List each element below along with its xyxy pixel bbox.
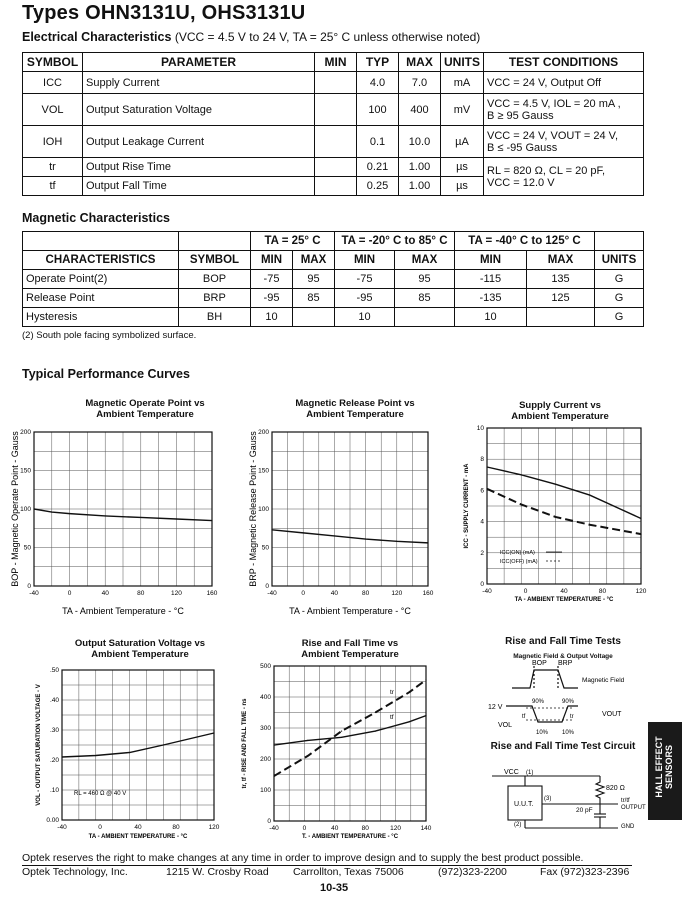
x-axis-label: TA - Ambient Temperature - °C xyxy=(289,606,411,616)
col-min: MIN xyxy=(335,251,395,270)
legend-label: ICC(ON) (mA) xyxy=(500,550,535,556)
value-cell: -95 xyxy=(335,289,395,308)
x-tick-label: 0 xyxy=(523,588,528,595)
col-units: UNITS xyxy=(595,251,644,270)
data-point xyxy=(640,533,641,534)
symbol-cell: tr xyxy=(23,158,83,177)
tr-label: tr xyxy=(570,714,574,720)
x-tick-label: 40 xyxy=(101,590,109,597)
value-cell: -75 xyxy=(335,270,395,289)
chart-title-line: Ambient Temperature xyxy=(306,409,404,420)
chart-supply xyxy=(464,425,647,603)
pin3-label: (3) xyxy=(544,796,552,802)
footer-company: Optek Technology, Inc. xyxy=(22,866,128,878)
chart-title-line: Ambient Temperature xyxy=(96,409,194,420)
trtf-label: tr/tf xyxy=(621,798,630,804)
tf-label: tf xyxy=(522,714,526,720)
col-min: MIN xyxy=(251,251,293,270)
symbol-cell: IOH xyxy=(23,126,83,158)
vcc-label: VCC xyxy=(504,769,519,776)
data-point xyxy=(163,744,164,745)
value-cell: -75 xyxy=(251,270,293,289)
chart-title-line: Supply Current vs xyxy=(519,400,601,411)
c-label: 20 pF xyxy=(576,807,593,814)
data-point xyxy=(521,474,522,475)
data-point xyxy=(425,679,426,680)
col-symbol: SYMBOL xyxy=(179,251,251,270)
y-tick-label: 150 xyxy=(20,467,31,475)
data-point xyxy=(129,752,130,753)
vol-label: VOL xyxy=(498,722,513,729)
data-point xyxy=(273,744,274,745)
units-cell: µs xyxy=(441,158,484,177)
footer-street: 1215 W. Crosby Road xyxy=(166,866,269,878)
cond-line: B ≤ -95 Gauss xyxy=(487,141,558,154)
v12-label: 12 V xyxy=(488,704,503,711)
symbol-cell: BH xyxy=(179,308,251,327)
cond-line: VCC = 12.0 V xyxy=(487,176,555,189)
output-waveform xyxy=(506,706,578,722)
y-tick-label: 8 xyxy=(480,456,484,464)
y-tick-label: 400 xyxy=(260,694,271,701)
tests-subtitle: Magnetic Field & Output Voltage xyxy=(513,653,613,660)
data-point xyxy=(589,524,590,525)
x-tick-label: 40 xyxy=(331,825,339,832)
chart-title-line: Ambient Temperature xyxy=(91,649,189,660)
electrical-heading-text: Electrical Characteristics xyxy=(22,30,172,44)
data-point xyxy=(211,520,212,521)
x-tick-label: 160 xyxy=(206,590,218,597)
x-tick-label: -40 xyxy=(57,824,67,831)
curves-heading: Typical Performance Curves xyxy=(22,367,190,381)
char-cell: Operate Point(2) xyxy=(23,270,179,289)
x-tick-label: 40 xyxy=(134,824,142,831)
value-cell: 95 xyxy=(293,270,335,289)
chart-title-line: Magnetic Release Point vs xyxy=(295,398,415,409)
y-tick-label: 10 xyxy=(476,425,484,432)
cond-line: VCC = 4.5 V, IOL = 20 mA , xyxy=(487,97,621,110)
max-cell: 7.0 xyxy=(399,72,441,94)
y-axis-label: BRP - Magnetic Release Point - Gauss xyxy=(248,431,258,587)
y-tick-label: 6 xyxy=(480,487,484,495)
x-axis-label: TA - Ambient Temperature - °C xyxy=(62,606,184,616)
col-min: MIN xyxy=(455,251,527,270)
y-tick-label: .30 xyxy=(49,727,59,734)
x-tick-label: 120 xyxy=(390,825,402,832)
col-max: MAX xyxy=(293,251,335,270)
x-tick-label: -40 xyxy=(482,588,492,595)
test-circuit xyxy=(492,776,618,828)
vsat-annotation: RL = 460 Ω @ 40 V xyxy=(74,791,127,797)
legend-label: ICC(OFF) (mA) xyxy=(500,559,538,565)
pin1-label: (1) xyxy=(526,770,534,776)
col-max: MAX xyxy=(395,251,455,270)
electrical-conditions: (VCC = 4.5 V to 24 V, TA = 25° C unless otherwise noted) xyxy=(174,30,481,44)
data-point xyxy=(105,515,106,516)
p10a-label: 10% xyxy=(536,730,549,736)
value-cell: 10 xyxy=(335,308,395,327)
vout-label: VOUT xyxy=(602,711,622,718)
parameter-cell: Output Saturation Voltage xyxy=(83,94,315,126)
y-tick-label: 50 xyxy=(261,544,269,552)
y-tick-label: 200 xyxy=(258,429,269,436)
value-cell: -95 xyxy=(251,289,293,308)
chart-title-line: Rise and Fall Time vs xyxy=(301,638,399,649)
tf-curve-label: tf xyxy=(390,714,394,721)
data-point xyxy=(409,692,410,693)
y-tick-label: 500 xyxy=(260,663,271,670)
waveform-diagram xyxy=(506,666,578,722)
data-point xyxy=(69,513,70,514)
brp-label: BRP xyxy=(558,660,573,667)
side-tab xyxy=(648,722,682,820)
y-tick-label: .10 xyxy=(49,787,59,794)
y-tick-label: 50 xyxy=(23,544,31,552)
p90a-label: 90% xyxy=(532,699,545,705)
side-tab-label: HALL EFFECT SENSORS xyxy=(654,736,674,798)
y-tick-label: 200 xyxy=(20,429,31,436)
group-25c: TA = 25° C xyxy=(251,232,335,251)
col-min: MIN xyxy=(315,53,357,72)
chart-release xyxy=(248,429,434,616)
y-tick-label: 2 xyxy=(480,549,484,557)
gnd-label: GND xyxy=(621,824,635,830)
value-cell: 10 xyxy=(251,308,293,327)
data-point xyxy=(640,518,641,519)
data-point xyxy=(589,494,590,495)
parameter-cell: Output Leakage Current xyxy=(83,126,315,158)
typ-cell: 0.21 xyxy=(357,158,399,177)
data-point xyxy=(51,511,52,512)
data-point xyxy=(341,737,342,738)
p90b-label: 90% xyxy=(562,699,575,705)
output-label: OUTPUT xyxy=(621,805,646,811)
data-point xyxy=(334,535,335,536)
data-point xyxy=(365,538,366,539)
chart-title-line: Ambient Temperature xyxy=(511,411,609,422)
y-tick-label: 100 xyxy=(260,787,271,794)
cond-line: VCC = 24 V, VOUT = 24 V, xyxy=(487,129,619,142)
units-cell: G xyxy=(595,308,644,327)
group-40-125c: TA = -40° C to 125° C xyxy=(455,232,595,251)
cond-line: RL = 820 Ω, CL = 20 pF, xyxy=(487,164,606,177)
data-point xyxy=(307,755,308,756)
typ-cell: 0.1 xyxy=(357,126,399,158)
units-cell: G xyxy=(595,289,644,308)
chart-title-line: Output Saturation Voltage vs xyxy=(74,638,206,649)
tr-curve-label: tr xyxy=(390,689,394,696)
col-symbol: SYMBOL xyxy=(23,53,83,72)
tests-title: Rise and Fall Time Tests xyxy=(505,636,621,647)
chart-risefall xyxy=(242,663,432,840)
char-cell: Hysteresis xyxy=(23,308,179,327)
y-axis-label: BOP - Magnetic Operate Point - Gauss xyxy=(10,431,20,587)
value-cell: 135 xyxy=(527,270,595,289)
data-point xyxy=(33,508,34,509)
y-tick-label: 0 xyxy=(265,583,269,590)
data-point xyxy=(427,542,428,543)
units-cell: G xyxy=(595,270,644,289)
data-point xyxy=(303,532,304,533)
y-tick-label: 0 xyxy=(267,818,271,825)
page-title: Types OHN3131U, OHS3131U xyxy=(22,2,306,24)
max-cell: 400 xyxy=(399,94,441,126)
data-point xyxy=(140,517,141,518)
chart-operate xyxy=(10,429,218,616)
parameter-cell: Output Rise Time xyxy=(83,158,315,177)
x-tick-label: 120 xyxy=(635,588,647,595)
x-tick-label: 0 xyxy=(98,824,102,831)
bop-label: BOP xyxy=(532,660,547,667)
data-point xyxy=(425,715,426,716)
x-tick-label: 0 xyxy=(67,590,72,597)
y-tick-label: 200 xyxy=(260,756,271,763)
col-characteristics: CHARACTERISTICS xyxy=(23,251,179,270)
x-axis-label: T. - AMBIENT TEMPERATURE - °C xyxy=(301,834,399,840)
col-test-conditions: TEST CONDITIONS xyxy=(484,53,644,72)
y-tick-label: 300 xyxy=(260,725,271,732)
r-label: 820 Ω xyxy=(606,785,625,792)
value-cell: 10 xyxy=(455,308,527,327)
x-tick-label: 120 xyxy=(208,824,220,831)
data-point xyxy=(375,731,376,732)
resistor-820 xyxy=(596,776,604,804)
chart-title-line: Ambient Temperature xyxy=(301,649,399,660)
x-tick-label: 120 xyxy=(170,590,182,597)
chart-vsat xyxy=(36,667,220,840)
value-cell: 95 xyxy=(395,270,455,289)
data-point xyxy=(375,712,376,713)
p10b-label: 10% xyxy=(562,730,575,736)
data-point xyxy=(555,484,556,485)
symbol-cell: VOL xyxy=(23,94,83,126)
x-tick-label: 80 xyxy=(137,590,145,597)
data-point xyxy=(486,466,487,467)
x-tick-label: 140 xyxy=(420,825,432,832)
data-point xyxy=(61,756,62,757)
x-tick-label: 40 xyxy=(560,588,568,595)
symbol-cell: BOP xyxy=(179,270,251,289)
x-axis-label: TA - AMBIENT TEMPERATURE - °C xyxy=(88,834,188,840)
page-number: 10-35 xyxy=(320,882,349,894)
y-tick-label: 0.00 xyxy=(46,817,59,824)
circuit-title: Rise and Fall Time Test Circuit xyxy=(490,741,636,752)
footer-fax: Fax (972)323-2396 xyxy=(540,866,630,878)
x-tick-label: 80 xyxy=(361,590,370,597)
value-cell: -115 xyxy=(455,270,527,289)
typ-cell: 0.25 xyxy=(357,177,399,196)
value-cell: 85 xyxy=(293,289,335,308)
x-tick-label: 160 xyxy=(422,590,434,597)
magnetic-heading: Magnetic Characteristics xyxy=(22,211,170,225)
col-max: MAX xyxy=(527,251,595,270)
units-cell: µA xyxy=(441,126,484,158)
test-diagrams xyxy=(478,658,648,838)
col-max: MAX xyxy=(399,53,441,72)
y-axis-label: tr, tf - RISE AND FALL TIME - ns xyxy=(242,698,248,789)
x-axis-label: TA - AMBIENT TEMPERATURE - °C xyxy=(514,597,614,603)
y-axis-label: ICC - SUPPLY CURRENT - mA xyxy=(464,463,470,549)
units-cell: mA xyxy=(441,72,484,94)
series-line xyxy=(487,489,641,534)
max-cell: 1.00 xyxy=(399,158,441,177)
y-tick-label: 100 xyxy=(20,506,31,513)
y-tick-label: 4 xyxy=(480,518,484,526)
x-tick-label: -40 xyxy=(269,825,279,832)
data-point xyxy=(273,775,274,776)
symbol-cell: BRP xyxy=(179,289,251,308)
footer-city: Carrollton, Texas 75006 xyxy=(293,866,404,878)
y-axis-label: VOL - OUTPUT SATURATION VOLTAGE - V xyxy=(36,684,42,806)
units-cell: mV xyxy=(441,94,484,126)
parameter-cell: Supply Current xyxy=(83,72,315,94)
x-tick-label: -40 xyxy=(29,590,39,597)
symbol-cell: tf xyxy=(23,177,83,196)
y-tick-label: .50 xyxy=(49,667,59,674)
cond-cell: VCC = 24 V, Output Off xyxy=(484,72,644,94)
data-point xyxy=(95,755,96,756)
max-cell: 1.00 xyxy=(399,177,441,196)
value-cell: -135 xyxy=(455,289,527,308)
col-typ: TYP xyxy=(357,53,399,72)
data-point xyxy=(396,541,397,542)
data-point xyxy=(213,732,214,733)
chart-title-line: Magnetic Operate Point vs xyxy=(85,398,205,409)
data-point xyxy=(521,504,522,505)
footer-phone: (972)323-2200 xyxy=(438,866,507,878)
group-20-85c: TA = -20° C to 85° C xyxy=(335,232,455,251)
x-tick-label: 80 xyxy=(598,588,607,595)
x-tick-label: 0 xyxy=(301,590,306,597)
x-tick-label: 80 xyxy=(361,825,369,832)
data-point xyxy=(271,529,272,530)
x-tick-label: 40 xyxy=(330,590,339,597)
footer-notice: Optek reserves the right to make changes at any time in order to improve design and to supply the best product possible. xyxy=(22,852,584,864)
x-tick-label: -40 xyxy=(267,590,277,597)
data-point xyxy=(176,518,177,519)
value-cell: 125 xyxy=(527,289,595,308)
value-cell: 85 xyxy=(395,289,455,308)
y-tick-label: 0 xyxy=(27,583,31,590)
char-cell: Release Point xyxy=(23,289,179,308)
data-point xyxy=(341,731,342,732)
y-tick-label: 0 xyxy=(480,581,484,588)
symbol-cell: ICC xyxy=(23,72,83,94)
data-point xyxy=(486,488,487,489)
units-cell: µs xyxy=(441,177,484,196)
uut-label: U.U.T. xyxy=(514,801,534,808)
parameter-cell: Output Fall Time xyxy=(83,177,315,196)
data-point xyxy=(409,721,410,722)
typ-cell: 4.0 xyxy=(357,72,399,94)
col-units: UNITS xyxy=(441,53,484,72)
field-waveform xyxy=(512,670,578,688)
y-tick-label: .20 xyxy=(49,757,59,764)
y-tick-label: .40 xyxy=(49,697,59,704)
y-tick-label: 150 xyxy=(258,467,269,475)
cond-line: B ≥ 95 Gauss xyxy=(487,109,554,122)
field-label: Magnetic Field xyxy=(582,677,625,684)
max-cell: 10.0 xyxy=(399,126,441,158)
x-tick-label: 0 xyxy=(302,825,307,832)
data-point xyxy=(307,740,308,741)
pin2-label: (2) xyxy=(514,822,522,828)
magnetic-footnote: (2) South pole facing symbolized surface. xyxy=(22,330,197,341)
data-point xyxy=(555,516,556,517)
y-tick-label: 100 xyxy=(258,506,269,513)
col-parameter: PARAMETER xyxy=(83,53,315,72)
x-tick-label: 80 xyxy=(172,824,180,831)
x-tick-label: 120 xyxy=(391,590,403,597)
typ-cell: 100 xyxy=(357,94,399,126)
